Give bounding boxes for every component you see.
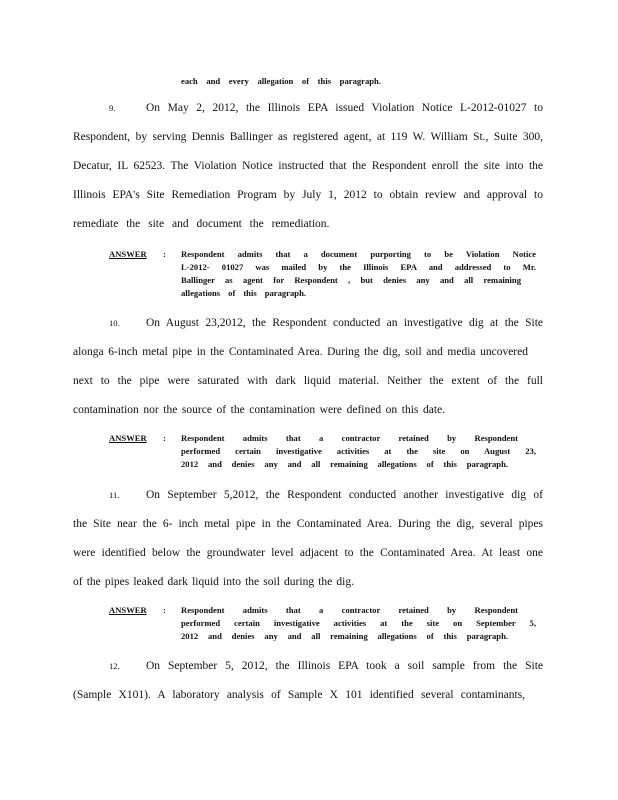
answer-colon: : bbox=[163, 605, 166, 615]
paragraph-line: remediate the site and document the remediation. bbox=[73, 218, 330, 230]
paragraph-line: Decatur, IL 62523. The Violation Notice instructed that the Respondent enroll the site into the bbox=[73, 160, 543, 172]
answer-label: ANSWER bbox=[109, 249, 147, 259]
answer-line: Respondent admits that a contractor retained by Respondent bbox=[181, 605, 518, 615]
paragraph-line: alonga 6-inch metal pipe in the Contaminated Area. During the dig, soil and media uncovered bbox=[73, 346, 528, 358]
paragraph-number: 10. bbox=[109, 318, 120, 328]
answer-line: allegations of this paragraph. bbox=[181, 288, 306, 298]
answer-line: 2012 and denies any and all remaining allegations of this paragraph. bbox=[181, 631, 508, 641]
answer-line: 2012 and denies any and all remaining allegations of this paragraph. bbox=[181, 459, 508, 469]
paragraph-line: On September 5, 2012, the Illinois EPA took a soil sample from the Site bbox=[146, 660, 543, 672]
paragraph-line: On May 2, 2012, the Illinois EPA issued Violation Notice L-2012-01027 to bbox=[146, 102, 543, 114]
paragraph-line: the Site near the 6- inch metal pipe in the Contaminated Area. During the dig, several pipes bbox=[73, 518, 543, 530]
paragraph-line: Respondent, by serving Dennis Ballinger as registered agent, at 119 W. William St., Suite 300, bbox=[73, 131, 543, 143]
answer-label: ANSWER bbox=[109, 605, 147, 615]
answer-line: Ballinger as agent for Respondent , but denies any and all remaining bbox=[181, 275, 521, 285]
paragraph-number: 12. bbox=[109, 661, 120, 671]
paragraph-line: contamination nor the source of the contamination were defined on this date. bbox=[73, 404, 445, 416]
paragraph-number: 9. bbox=[109, 103, 116, 113]
answer-label: ANSWER bbox=[109, 433, 147, 443]
answer-line: performed certain investigative activities at the site on September 5, bbox=[181, 618, 536, 628]
answer-colon: : bbox=[163, 433, 166, 443]
answer-line: L-2012- 01027 was mailed by the Illinois EPA and addressed to Mr. bbox=[181, 262, 536, 272]
answer-line: Respondent admits that a contractor retained by Respondent bbox=[181, 433, 518, 443]
paragraph-line: next to the pipe were saturated with dark liquid material. Neither the extent of the full bbox=[73, 375, 543, 387]
paragraph-line: of the pipes leaked dark liquid into the soil during the dig. bbox=[73, 576, 354, 588]
paragraph-line: Illinois EPA's Site Remediation Program by July 1, 2012 to obtain review and approval to bbox=[73, 189, 543, 201]
answer-colon: : bbox=[163, 249, 166, 259]
paragraph-line: On August 23,2012, the Respondent conducted an investigative dig at the Site bbox=[146, 317, 543, 329]
paragraph-number: 11. bbox=[109, 490, 120, 500]
answer-continuation: each and every allegation of this paragraph. bbox=[181, 76, 381, 86]
paragraph-line: were identified below the groundwater level adjacent to the Contaminated Area. At least one bbox=[73, 547, 543, 559]
paragraph-line: (Sample X101). A laboratory analysis of Sample X 101 identified several contaminants, bbox=[73, 689, 525, 701]
paragraph-line: On September 5,2012, the Respondent conducted another investigative dig of bbox=[146, 489, 543, 501]
answer-line: performed certain investigative activities at the site on August 23, bbox=[181, 446, 536, 456]
answer-line: Respondent admits that a document purporting to be Violation Notice bbox=[181, 249, 536, 259]
